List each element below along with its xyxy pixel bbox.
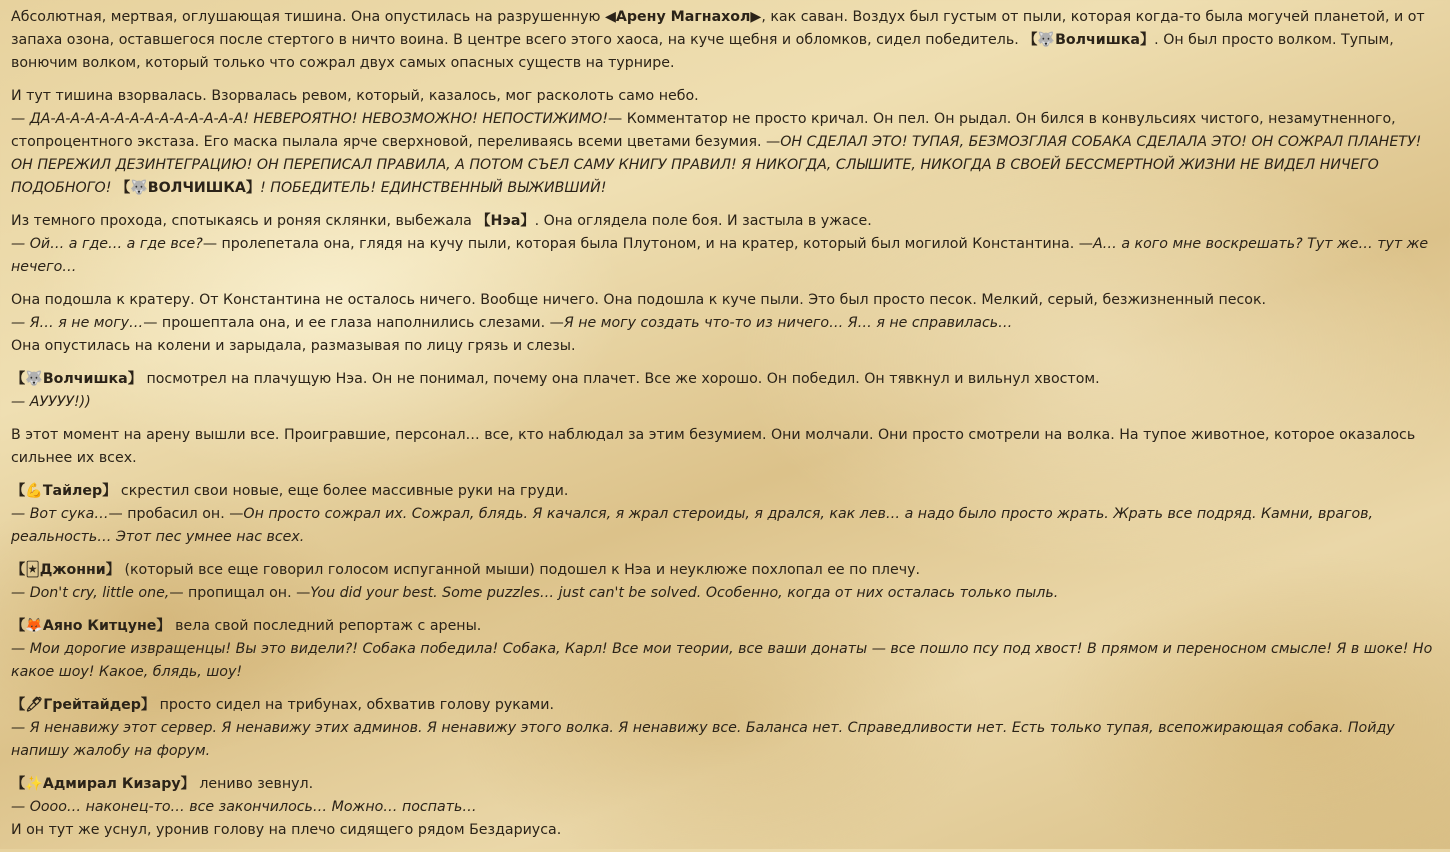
text: вела свой последний репортаж с арены.	[170, 618, 482, 634]
text: посмотрел на плачущую Нэа. Он не понимал, почему она плачет. Все же хорошо. Он победил. Он тявкнул и вильнул хвостом.	[141, 371, 1100, 387]
paragraph-arena-silence	[11, 6, 1439, 75]
character-name-tyler: 【💪Тайлер】	[11, 483, 117, 499]
character-name-wolf: 【🐺Волчишка】	[11, 371, 142, 387]
text: — пропищал он. —	[169, 585, 311, 601]
character-name-wolf: 【🐺Волчишка】	[1023, 32, 1155, 48]
text: . Она оглядела поле боя. И застыла в ужасе.	[534, 213, 872, 229]
paragraph-wolf	[11, 368, 1439, 414]
text: (который все еще говорил голосом испуганной мыши) подошел к Нэа и неуклюже похлопал ее по плечу.	[119, 562, 921, 578]
text: И он тут же уснул, уронив голову на плечо сидящего рядом Бездариуса.	[11, 822, 562, 838]
character-name-ayano: 【🦊Аяно Китцуне】	[11, 618, 171, 634]
text: . Он был просто волком. Тупым, вонючим волком, который только что сожрал двух самых опасных существ на турнире.	[11, 32, 1394, 71]
paragraph-commentator	[11, 85, 1439, 200]
dialogue: — Ой… а где… а где все?	[11, 236, 203, 252]
dialogue: — Вот сука…	[11, 506, 109, 522]
character-name-kizaru: 【✨Адмирал Кизару】	[11, 776, 195, 792]
text: — пролепетала она, глядя на кучу пыли, которая была Плутоном, и на кратер, который был могилой Константина. —	[202, 236, 1093, 252]
dialogue: — Don't cry, little one,	[11, 585, 170, 601]
paragraph-kizaru	[11, 773, 1439, 842]
character-name-wolf: 【🐺ВОЛЧИШКА】	[115, 180, 261, 196]
paragraph-greytider	[11, 694, 1439, 763]
dialogue: Он просто сожрал их. Сожрал, блядь. Я качался, я жрал стероиды, я дрался, как лев… а надо было просто жрать. Жрать все подряд. Камни, врагов, реальность… Этот пес умнее нас всех.	[11, 506, 1374, 545]
dialogue: You did your best. Some puzzles… just can't be solved. Особенно, когда от них осталась только пыль.	[310, 585, 1059, 601]
character-name-nea: 【Нэа】	[476, 213, 535, 229]
text: Она подошла к кратеру. От Константина не осталось ничего. Вообще ничего. Она подошла к куче пыли. Это был просто песок. Мелкий, серый, безжизненный песок.	[11, 292, 1267, 308]
text: И тут тишина взорвалась. Взорвалась ревом, который, казалось, мог расколоть само небо.	[11, 88, 699, 104]
text: В этот момент на арену вышли все. Проигравшие, персонал… все, кто наблюдал за этим безумием. Они молчали. Они просто смотрели на волка. На тупое животное, которое оказалось сильнее их всех.	[11, 427, 1416, 466]
arena-name: ◀Арену Магнахол▶	[605, 9, 762, 25]
dialogue: ! ПОБЕДИТЕЛЬ! ЕДИНСТВЕННЫЙ ВЫЖИВШИЙ!	[260, 180, 607, 196]
text: — прошептала она, и ее глаза наполнились слезами. —	[143, 315, 564, 331]
character-name-johnny: 【🃏Джонни】	[11, 562, 120, 578]
character-name-greytider: 【🖊Грейтайдер】	[11, 697, 156, 713]
text: — Комментатор не просто кричал. Он пел. Он рыдал. Он бился в конвульсиях чистого, незамутненного, стопроцентного экстаза. Его маска пылала ярче сверхновой, переливаясь всеми цветами безумия. —	[11, 111, 1396, 150]
dialogue: А… а кого мне воскрешать? Тут же… тут же нечего…	[11, 236, 1429, 275]
text: Абсолютная, мертвая, оглушающая тишина. Она опустилась на разрушенную	[11, 9, 605, 25]
dialogue: — Я ненавижу этот сервер. Я ненавижу этих админов. Я ненавижу этого волка. Я ненавижу все. Баланса нет. Справедливости нет. Есть только тупая, всепожирающая собака. Пойду напишу жалобу на форум.	[11, 720, 1395, 759]
text: скрестил свои новые, еще более массивные руки на груди.	[116, 483, 569, 499]
paragraph-nea-crater	[11, 289, 1439, 358]
dialogue: — АУУУУ!))	[11, 394, 91, 410]
text: Из темного прохода, спотыкаясь и роняя склянки, выбежала	[11, 213, 477, 229]
paragraph-ayano	[11, 615, 1439, 684]
dialogue: ОН СДЕЛАЛ ЭТО! ТУПАЯ, БЕЗМОЗГЛАЯ СОБАКА СДЕЛАЛА ЭТО! ОН СОЖРАЛ ПЛАНЕТУ! ОН ПЕРЕЖИЛ ДЕЗИНТЕГРАЦИЮ! ОН ПЕРЕПИСАЛ ПРАВИЛА, А ПОТОМ СЪЕЛ САМУ КНИГУ ПРАВИЛ! Я НИКОГДА, СЛЫШИТЕ, НИКОГДА В СВОЕЙ БЕССМЕРТНОЙ ЖИЗНИ НЕ ВИДЕЛ НИЧЕГО ПОДОБНОГО!	[11, 134, 1422, 196]
text: лениво зевнул.	[194, 776, 314, 792]
paragraph-everyone	[11, 424, 1439, 470]
text: Она опустилась на колени и зарыдала, размазывая по лицу грязь и слезы.	[11, 338, 576, 354]
dialogue: — Я… я не могу…	[11, 315, 144, 331]
dialogue: — ДА-А-А-А-А-А-А-А-А-А-А-А-А-А! НЕВЕРОЯТНО! НЕВОЗМОЖНО! НЕПОСТИЖИМО!	[11, 111, 609, 127]
story-text	[11, 6, 1439, 852]
dialogue: Я не могу создать что-то из ничего… Я… я не справилась…	[563, 315, 1013, 331]
paragraph-tyler	[11, 480, 1439, 549]
paragraph-nea-arrives	[11, 210, 1439, 279]
text: — пробасил он. —	[108, 506, 244, 522]
paragraph-johnny	[11, 559, 1439, 605]
text: просто сидел на трибунах, обхватив голову руками.	[155, 697, 554, 713]
dialogue: — Оооо… наконец-то… все закончилось… Можно… поспать…	[11, 799, 477, 815]
dialogue: — Мои дорогие извращенцы! Вы это видели?! Собака победила! Собака, Карл! Все мои теории, все ваши донаты — все пошло псу под хвост! В прямом и переносном смысле! Я в шоке! Но какое шоу! Какое, блядь, шоу!	[11, 641, 1433, 680]
text: , как саван. Воздух был густым от пыли, которая когда-то была могучей планетой, и от запаха озона, оставшегося после стертого в ничто воина. В центре всего этого хаоса, на куче щебня и обломков, сидел победитель.	[11, 9, 1425, 48]
